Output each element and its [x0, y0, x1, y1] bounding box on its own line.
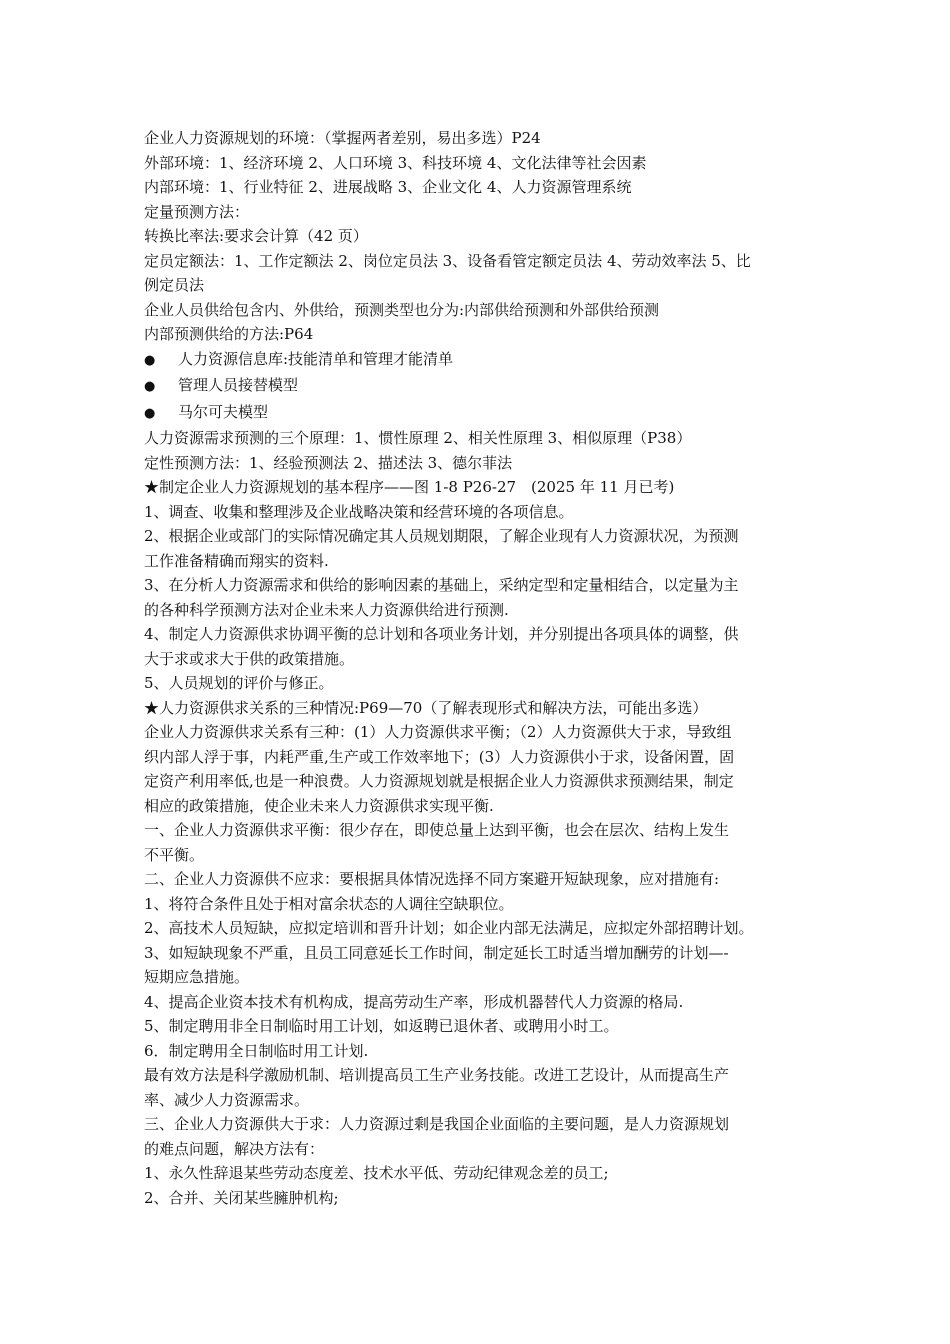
bullet-text: 马尔可夫模型	[178, 402, 269, 421]
text-line: 的难点问题，解决方法有：	[144, 1139, 325, 1158]
text-line: 3、在分析人力资源需求和供给的影响因素的基础上，采纳定型和定量相结合，以定量为主	[144, 576, 739, 594]
text-line: 一、企业人力资源供求平衡：很少存在，即使总量上达到平衡，也会在层次、结构上发生	[144, 821, 730, 839]
text-line: 企业人员供给包含内、外供给，预测类型也分为:内部供给预测和外部供给预测	[144, 300, 660, 319]
text-line: 定性预测方法：1、经验预测法 2、描述法 3、德尔菲法	[144, 453, 513, 472]
bullet-item	[144, 373, 816, 400]
text-line: 3、如短缺现象不严重，且员工同意延长工作时间，制定延长工时适当增加酬劳的计划—-	[144, 943, 729, 962]
bullet-icon: ●	[144, 379, 156, 394]
text-line: 人力资源需求预测的三个原理：1、惯性原理 2、相关性原理 3、相似原理（P38）	[144, 429, 692, 447]
text-line: 短期应急措施。	[144, 968, 250, 986]
text-line: 2、高技术人员短缺，应拟定培训和晋升计划；如企业内部无法满足，应拟定外部招聘计划。	[144, 919, 754, 937]
text-line: 织内部人浮于事，内耗严重,生产或工作效率地下；(3）人力资源供小于求，设备闲置，固	[144, 747, 735, 766]
text-line: 率、减少人力资源需求。	[144, 1090, 310, 1109]
text-line: 定资产利用率低,也是一种浪费。人力资源规划就是根据企业人力资源供求预测结果，制定	[144, 772, 734, 790]
text-line: 外部环境：1、经济环境 2、人口环境 3、科技环境 4、文化法律等社会因素	[144, 153, 647, 172]
text-line: 不平衡。	[144, 845, 205, 864]
text-line: 定员定额法：1、工作定额法 2、岗位定员法 3、设备看管定额定员法 4、劳动效率法 5、比	[144, 251, 751, 270]
text-line: 相应的政策措施，使企业未来人力资源供求实现平衡.	[144, 796, 494, 815]
text-line: 定量预测方法：	[144, 202, 250, 221]
text-line: 1、将符合条件且处于相对富余状态的人调往空缺职位。	[144, 894, 514, 913]
text-line: 转换比率法:要求会计算（42 页）	[144, 227, 368, 245]
text-line: 的各种科学预测方法对企业未来人力资源供给进行预测.	[144, 600, 509, 619]
text-line: 5、人员规划的评价与修正。	[144, 674, 334, 692]
bullet-icon: ●	[144, 405, 156, 421]
bullet-item	[144, 347, 816, 374]
bullet-text: 人力资源信息库:技能清单和管理才能清单	[178, 349, 454, 368]
bullet-text: 管理人员接替模型	[178, 376, 299, 394]
text-line: 1、调查、收集和整理涉及企业战略决策和经营环境的各项信息。	[144, 502, 574, 521]
text-line: 大于求或求大于供的政策措施。	[144, 649, 355, 668]
text-line: 二、企业人力资源供不应求：要根据具体情况选择不同方案避开短缺现象，应对措施有:	[144, 870, 720, 888]
text-line: 企业人力资源规划的环境：（掌握两者差别，易出多选）P24	[144, 129, 541, 147]
text-line: 企业人力资源供求关系有三种：(1）人力资源供求平衡；（2）人力资源供大于求，导致组	[144, 723, 732, 741]
text-line: 内部环境：1、行业特征 2、进展战略 3、企业文化 4、人力资源管理系统	[144, 178, 632, 196]
bullet-icon: ●	[144, 352, 156, 368]
text-line: 1、永久性辞退某些劳动态度差、技术水平低、劳动纪律观念差的员工;	[144, 1164, 609, 1182]
bullet-item	[144, 400, 816, 427]
text-line: 最有效方法是科学激励机制、培训提高员工生产业务技能。改进工艺设计，从而提高生产	[144, 1066, 730, 1084]
text-line: 三、企业人力资源供大于求：人力资源过剩是我国企业面临的主要问题，是人力资源规划	[144, 1115, 730, 1133]
text-line: 5、制定聘用非全日制临时用工计划，如返聘已退休者、或聘用小时工。	[144, 1017, 619, 1035]
text-line: ★人力资源供求关系的三种情况:P69—70（了解表现形式和解决方法，可能出多选）	[144, 698, 708, 717]
text-line: 2、根据企业或部门的实际情况确定其人员规划期限，了解企业现有人力资源状况，为预测	[144, 527, 739, 545]
text-line: 6．制定聘用全日制临时用工计划.	[144, 1041, 369, 1060]
text-line: 4、提高企业资本技术有机构成，提高劳动生产率，形成机器替代人力资源的格局.	[144, 992, 684, 1011]
text-line: 2、合并、关闭某些臃肿机构;	[144, 1188, 339, 1207]
text-line: 工作准备精确而翔实的资料.	[144, 551, 329, 570]
text-line: 例定员法	[144, 276, 205, 294]
document-page	[144, 126, 816, 1210]
text-line: 4、制定人力资源供求协调平衡的总计划和各项业务计划，并分别提出各项具体的调整，供	[144, 625, 739, 643]
text-line: ★制定企业人力资源规划的基本程序——图 1-8 P26-27 (2025 年 11 月已考)	[144, 478, 675, 496]
text-line: 内部预测供给的方法:P64	[144, 325, 314, 343]
